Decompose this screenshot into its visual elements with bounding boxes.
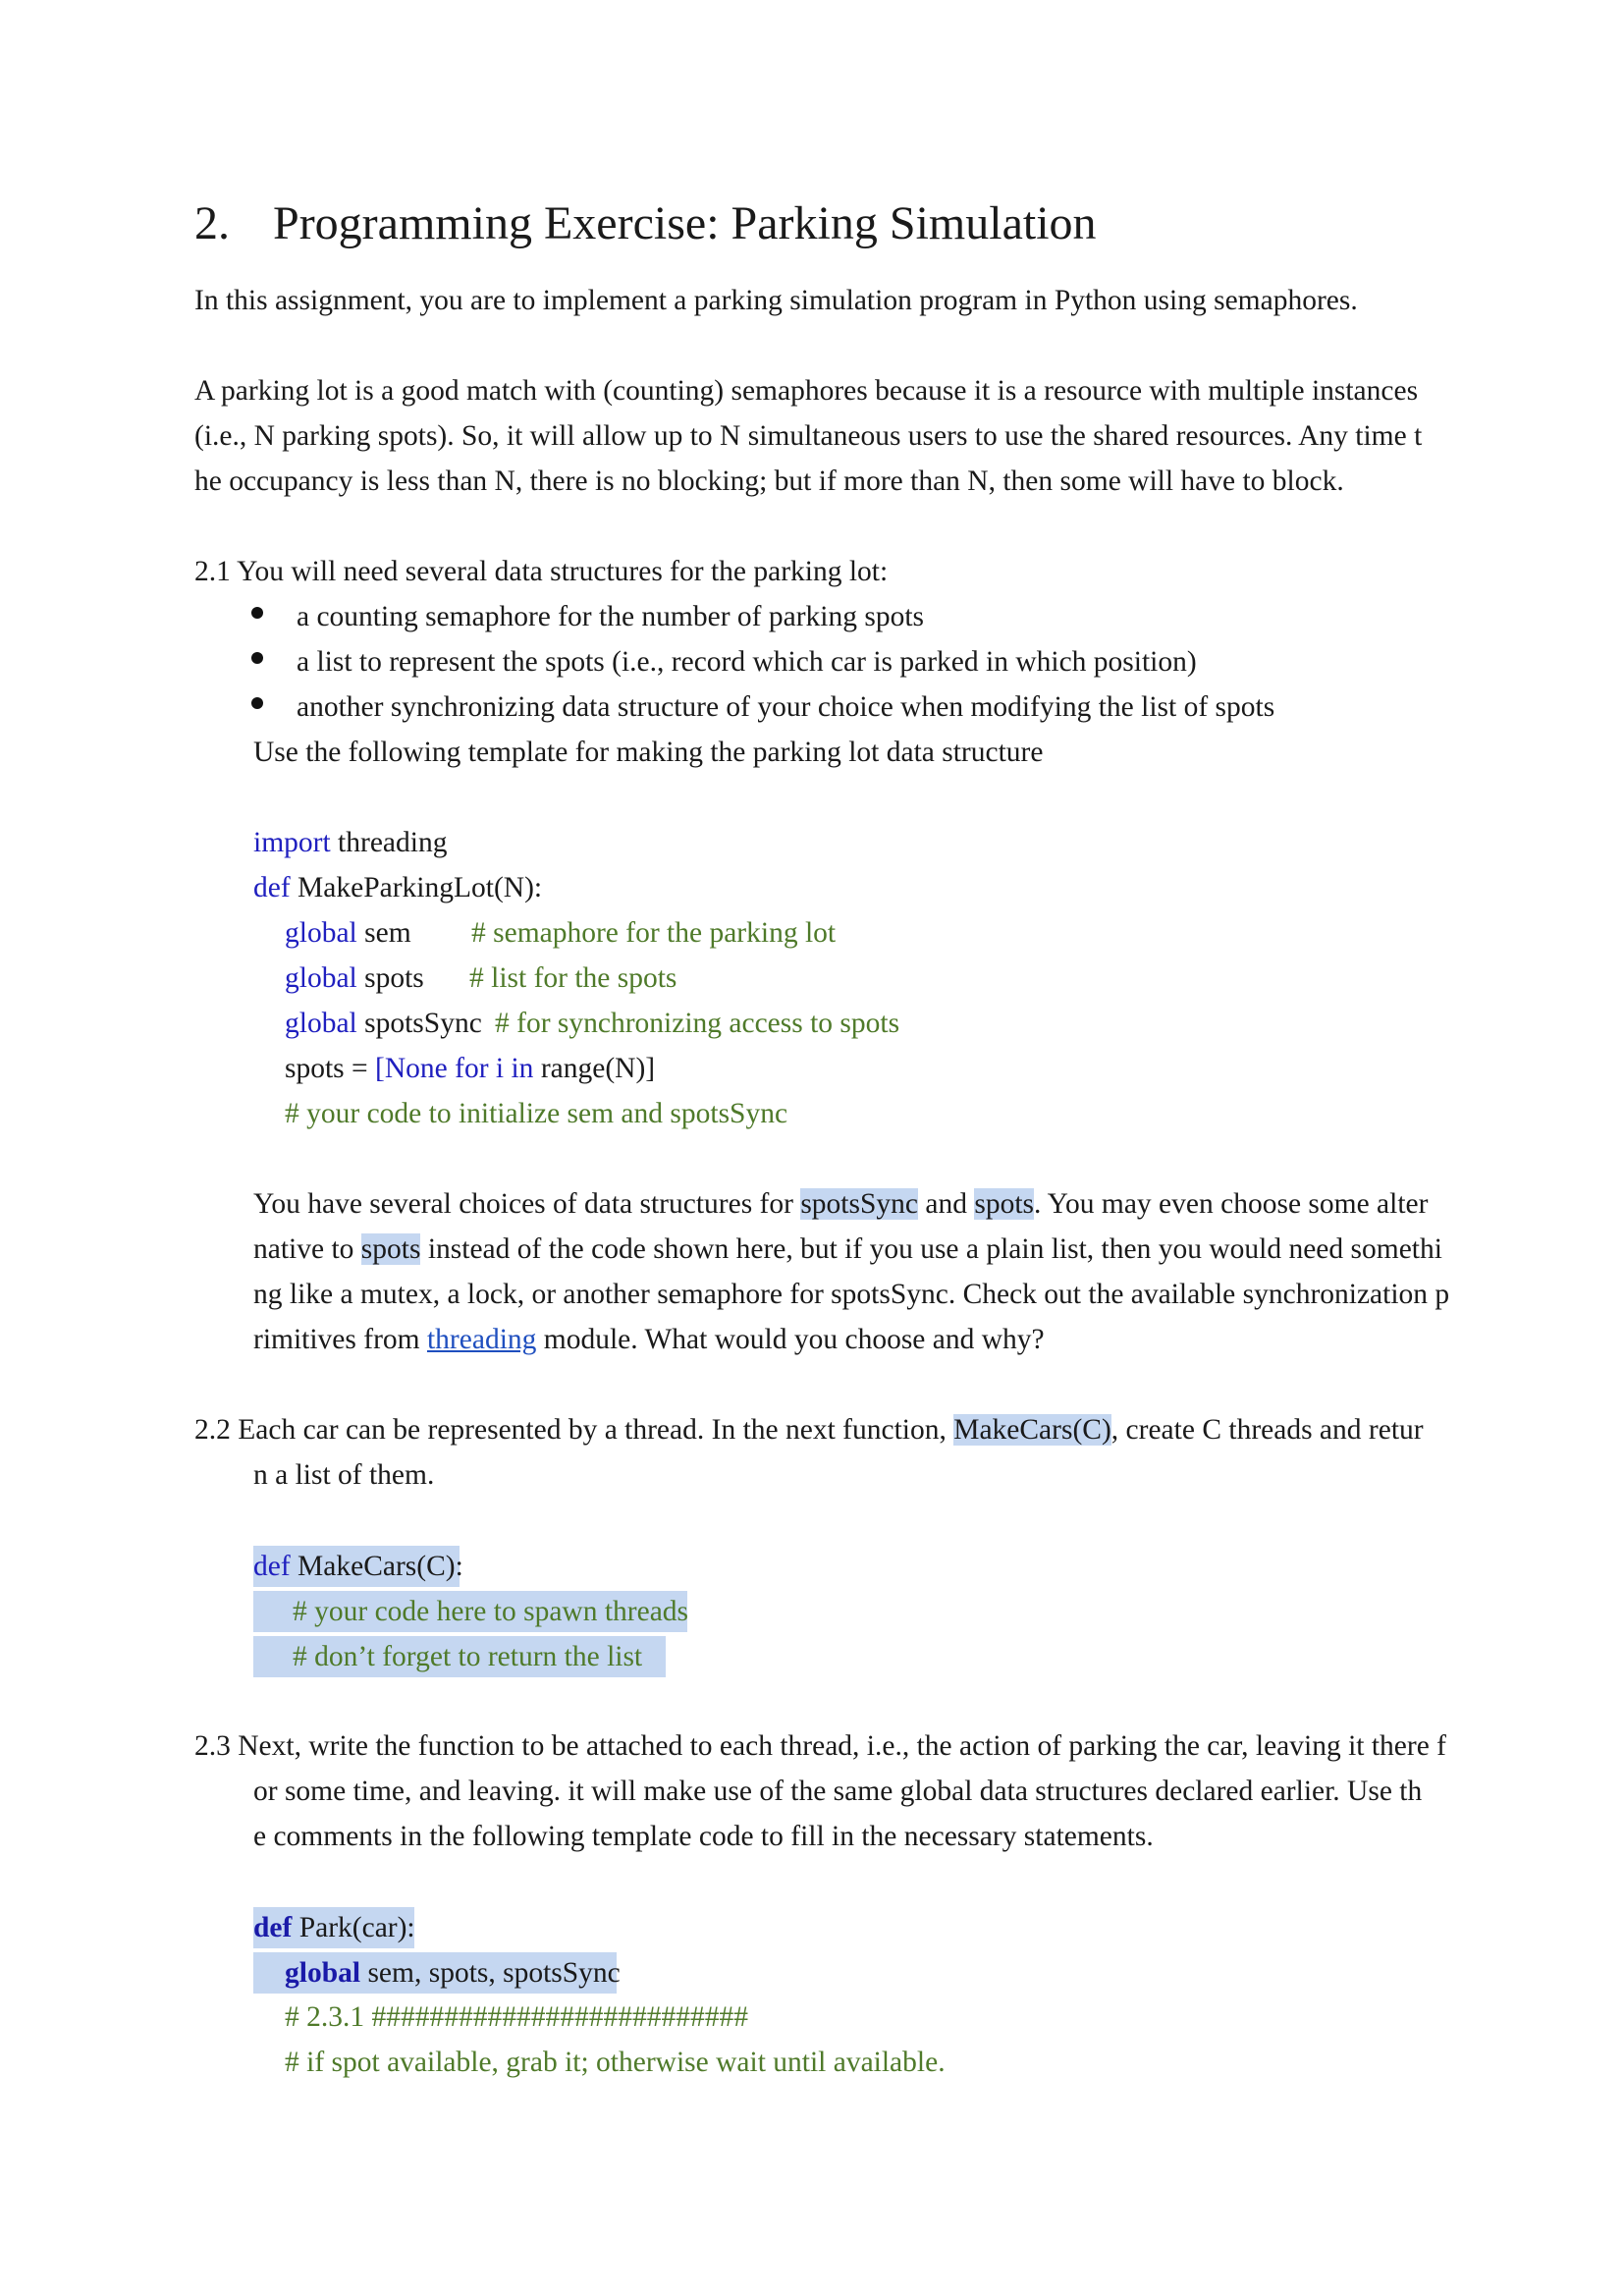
s21-bullet-3: another synchronizing data structure of your choice when modifying the list of spots	[297, 691, 1275, 723]
highlight: spotsSync	[800, 1188, 918, 1220]
s23-line3: e comments in the following template code to fill in the necessary statements.	[253, 1821, 1154, 1852]
highlight: spots	[974, 1188, 1035, 1220]
code-text: spotsSync	[356, 1008, 482, 1039]
text: instead of the code shown here, but if you use a plain list, then you would need somethi	[420, 1233, 1442, 1265]
s22-line1	[194, 1410, 1424, 1449]
bullet-dot	[251, 607, 263, 619]
para2-line1: A parking lot is a good match with (counting) semaphores because it is a resource with multiple instances	[194, 375, 1419, 407]
choices-line1	[253, 1184, 1428, 1224]
keyword: def	[253, 1551, 291, 1582]
code-comment: # list for the spots	[469, 962, 677, 994]
code-text: spots =	[285, 1053, 376, 1084]
s21-bullet-2: a list to represent the spots (i.e., record which car is parked in which position)	[297, 646, 1197, 678]
keyword: global	[285, 1008, 357, 1039]
s21-bullet-1: a counting semaphore for the number of parking spots	[297, 601, 925, 632]
code-comment: # 2.3.1 ##########################	[285, 2001, 748, 2033]
text: rimitives from	[253, 1324, 427, 1355]
keyword: import	[253, 827, 331, 858]
code-comment: # semaphore for the parking lot	[471, 917, 837, 949]
code-line-spots-assign	[285, 1049, 655, 1088]
code-comment: # if spot available, grab it; otherwise wait until available.	[285, 2047, 946, 2078]
choices-line4	[253, 1320, 1045, 1359]
code-text: Park(car):	[292, 1912, 415, 1943]
s22-line2: n a list of them.	[253, 1459, 435, 1491]
section-title: Programming Exercise: Parking Simulation	[273, 197, 1097, 249]
code-text: range(N)]	[533, 1053, 656, 1084]
code-line-global-sem	[285, 913, 411, 953]
s23-line2: or some time, and leaving. it will make use of the same global data structures declared earlier. Use th	[253, 1776, 1423, 1807]
code-text: sem	[356, 917, 411, 949]
highlight: spots	[360, 1233, 421, 1265]
text: module. What would you choose and why?	[536, 1324, 1045, 1355]
code-comment: # for synchronizing access to spots	[495, 1008, 900, 1039]
code-comment: # your code to initialize sem and spotsSync	[285, 1098, 788, 1129]
s21-template-intro: Use the following template for making the parking lot data structure	[253, 737, 1044, 768]
text: native to	[253, 1233, 361, 1265]
section-number: 2.	[194, 197, 230, 249]
para2-line3: he occupancy is less than N, there is no blocking; but if more than N, then some will have to block.	[194, 465, 1344, 497]
choices-line2	[253, 1230, 1442, 1269]
keyword: [None for i in	[375, 1053, 534, 1084]
choices-line3: ng like a mutex, a lock, or another semaphore for spotsSync. Check out the available synchronization p	[253, 1279, 1450, 1310]
threading-link[interactable]: threading	[426, 1324, 537, 1355]
code-line-def-makeparkinglot	[253, 868, 542, 907]
text: , create C threads and retur	[1110, 1414, 1424, 1446]
s21-heading: 2.1 You will need several data structures for the parking lot:	[194, 556, 889, 587]
code-comment: # your code here to spawn threads	[293, 1596, 689, 1627]
code-text: sem, spots, spotsSync	[360, 1957, 621, 1989]
code-line-global-spotssync	[285, 1004, 482, 1043]
intro-paragraph: In this assignment, you are to implement a parking simulation program in Python using semaphores.	[194, 285, 1358, 316]
keyword: def	[253, 1912, 293, 1943]
keyword: global	[285, 962, 357, 994]
keyword: def	[253, 872, 291, 903]
s23-line1: 2.3 Next, write the function to be attached to each thread, i.e., the action of parking the car, leaving it there f	[194, 1730, 1447, 1762]
bullet-dot	[251, 697, 263, 709]
text: . You may even choose some alter	[1034, 1188, 1429, 1220]
code-line-def-makecars	[253, 1547, 463, 1586]
text: You have several choices of data structures for	[253, 1188, 801, 1220]
code-text: MakeCars(C):	[290, 1551, 463, 1582]
bullet-dot	[251, 652, 263, 664]
keyword: global	[285, 917, 357, 949]
code-line-def-park	[253, 1908, 415, 1947]
code-comment: # don’t forget to return the list	[293, 1641, 643, 1672]
code-line-global-park	[285, 1953, 621, 1993]
text: 2.2 Each car can be represented by a thread. In the next function,	[194, 1414, 954, 1446]
code-text: threading	[330, 827, 448, 858]
code-text: MakeParkingLot(N):	[290, 872, 543, 903]
para2-line2: (i.e., N parking spots). So, it will allow up to N simultaneous users to use the shared resources. Any time t	[194, 420, 1423, 452]
code-line-global-spots	[285, 958, 424, 998]
keyword: global	[285, 1957, 361, 1989]
text: and	[918, 1188, 975, 1220]
section-heading	[194, 194, 1097, 253]
code-text: spots	[356, 962, 424, 994]
highlight: MakeCars(C)	[953, 1414, 1111, 1446]
code-line-import	[253, 823, 447, 862]
